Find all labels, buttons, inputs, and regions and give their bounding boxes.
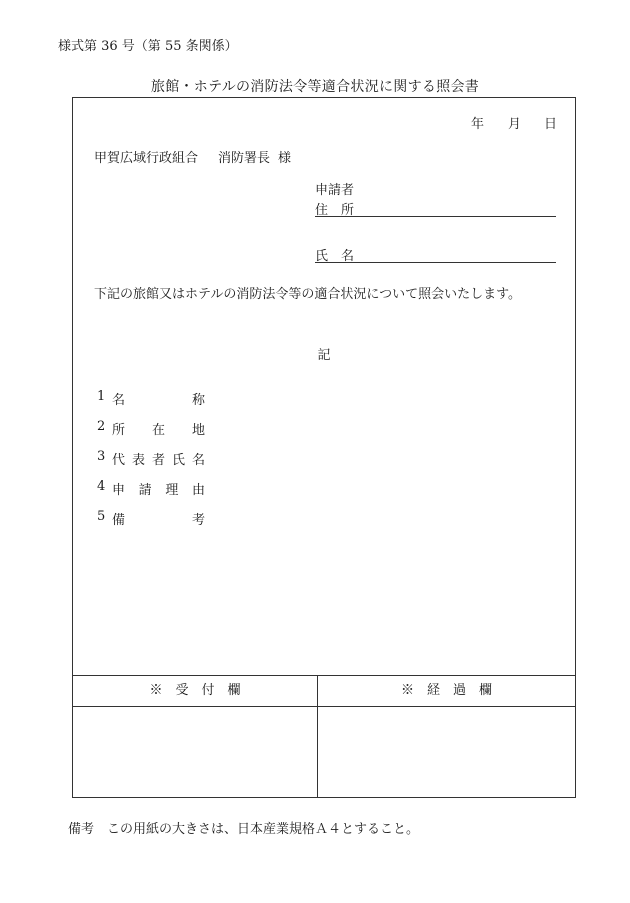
date-month: 月 [508, 117, 522, 132]
date-year: 年 [471, 117, 485, 132]
name-field[interactable] [315, 242, 556, 263]
footnote: 備考 この用紙の大きさは、日本産業規格Ａ４とすること。 [68, 822, 420, 837]
ki-mark: 記 [317, 348, 331, 363]
item-name [97, 389, 207, 407]
addressee-honorific: 様 [278, 151, 292, 166]
date-day: 日 [544, 117, 558, 132]
item-number: 2 [97, 419, 106, 434]
item-location [97, 419, 207, 437]
item-label: 備 考 [112, 513, 205, 528]
address-label: 住 所 [315, 203, 355, 218]
item-label: 名 称 [112, 393, 205, 408]
item-number: 1 [97, 389, 106, 404]
progress-column-header: ※ 経 過 欄 [400, 683, 492, 698]
body-text: 下記の旅館又はホテルの消防法令等の適合状況について照会いたします。 [94, 287, 522, 302]
item-reason [97, 479, 207, 497]
item-label: 代 表 者 氏 名 [112, 453, 205, 468]
reception-column-header: ※ 受 付 欄 [149, 683, 241, 698]
name-label: 氏 名 [315, 249, 355, 264]
addressee-org: 甲賀広域行政組合 [94, 151, 199, 166]
address-field[interactable] [315, 196, 556, 217]
item-number: 4 [97, 479, 106, 494]
form-number: 様式第 36 号（第 55 条関係） [58, 39, 238, 54]
reception-header-divider [73, 706, 575, 707]
item-label: 申 請 理 由 [112, 483, 205, 498]
form-title: 旅館・ホテルの消防法令等適合状況に関する照会書 [150, 79, 480, 95]
applicant-label: 申請者 [315, 183, 355, 198]
item-label: 所 在 地 [112, 423, 205, 438]
addressee-officer: 消防署長 [218, 151, 271, 166]
item-number: 5 [97, 509, 106, 524]
item-representative [97, 449, 207, 467]
item-number: 3 [97, 449, 106, 464]
item-remarks [97, 509, 207, 527]
